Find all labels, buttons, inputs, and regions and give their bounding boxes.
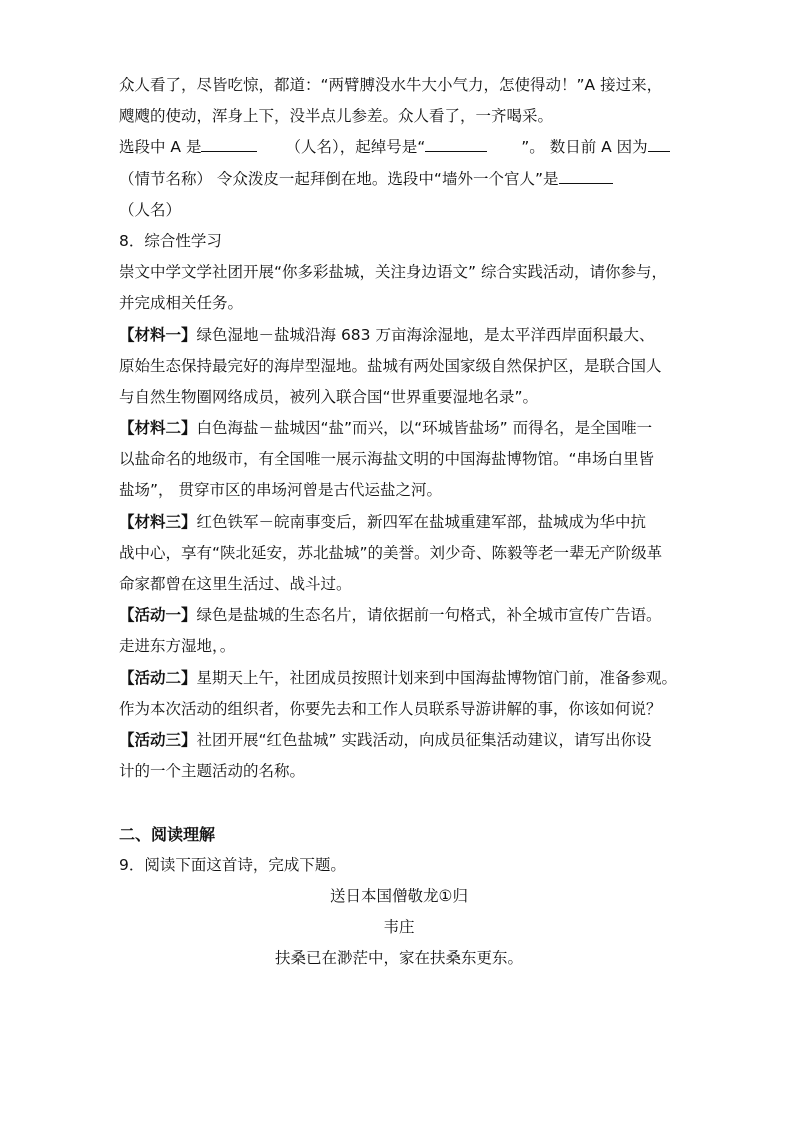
q7-text-b: （人名），起绰号是“ [285,138,426,157]
poem-author: 韦庄 [383,918,415,937]
q7-line-1 [119,132,679,163]
q9-prompt: 9．阅读下面这首诗，完成下题。 [119,855,346,874]
q7-text-d: （情节名称） 令众泼皮一起拜倒在地。选段中“墙外一个官人”是 [119,169,559,188]
material-3-text: 红色铁军－皖南事变后，新四军在盐城重建军部，盐城成为华中抗 [196,512,647,531]
answer-blank-episode[interactable] [648,133,670,152]
answer-blank-nickname[interactable] [425,133,487,152]
activity-1-line-1 [119,600,679,631]
material-1-label: 【材料一】 [119,325,197,344]
activity-3-line-2: 计的一个主题活动的名称。 [119,762,306,781]
material-2-line-2: 以盐命名的地级市，有全国唯一展示海盐文明的中国海盐博物馆。“串场白里皆 [119,450,655,469]
material-2-text: 白色海盐－盐城因“盐”而兴，以“环城皆盐场” 而得名，是全国唯一 [196,419,653,438]
material-3-line-3: 命家都曾在这里生活过、战斗过。 [119,575,352,593]
q7-text-a: 选段中 A 是 [119,138,202,157]
document-page [119,70,679,974]
answer-blank-official[interactable] [559,165,613,184]
material-2-line-3: 盐场”， 贯穿市区的串场河曾是古代运盐之河。 [119,481,442,500]
material-1-line-3: 与自然生物圈网络成员，被列入联合国“世界重要湿地名录”。 [119,387,539,406]
material-1-line-2: 原始生态保持最完好的海岸型湿地。盐城有两处国家级自然保护区，是联合国人 [119,356,662,375]
activity-3-line-1 [119,725,679,756]
activity-1-line-2: 走进东方湿地，。 [119,637,236,656]
passage-line-1: 众人看了，尽皆吃惊，都道：“两臂膊没水牛大小气力，怎使得动！”A 接过来， [119,76,663,94]
material-1-text: 绿色湿地－盐城沿海 683 万亩海涂湿地，是太平洋西岸面积最大、 [196,325,655,344]
poem-line-1: 扶桑已在渺茫中，家在扶桑东更东。 [274,949,523,968]
q7-line-2 [119,164,679,195]
material-1-line-1 [119,320,679,351]
material-3-line-2: 战中心，享有“陕北延安，苏北盐城”的美誉。刘少奇、陈毅等老一辈无产阶级革 [119,543,663,562]
activity-1-text: 绿色是盐城的生态名片，请依据前一句格式，补全城市宣传广告语。 [196,606,662,625]
activity-2-label: 【活动二】 [119,668,197,687]
material-2-line-1 [119,413,679,444]
q7-text-c: ”。 数日前 A 因为 [521,138,648,157]
passage-line-2: 飕飕的使动，浑身上下，没半点儿参差。众人看了，一齐喝采。 [119,107,554,126]
poem-title: 送日本国僧敬龙①归 [330,886,468,905]
section-spacer [119,787,679,818]
q8-title: 8．综合性学习 [119,231,222,250]
material-3-label: 【材料三】 [119,512,197,531]
material-3-line-1 [119,507,679,538]
section-heading: 二、阅读理解 [119,824,216,844]
q8-intro-1: 崇文中学文学社团开展“你多彩盐城，关注身边语文” 综合实践活动，请你参与， [119,263,667,282]
material-2-label: 【材料二】 [119,419,197,438]
answer-blank-name[interactable] [201,133,257,152]
activity-1-label: 【活动一】 [119,606,197,625]
q8-intro-2: 并完成相关任务。 [119,294,244,313]
activity-3-text: 社团开展“红色盐城” 实践活动，向成员征集活动建议，请写出你设 [196,730,652,749]
activity-3-label: 【活动三】 [119,730,197,749]
q7-line-3: （人名） [119,200,182,219]
activity-2-line-2: 作为本次活动的组织者，你要先去和工作人员联系导游讲解的事，你该如何说？ [119,699,662,718]
activity-2-line-1 [119,663,679,694]
activity-2-text: 星期天上午，社团成员按照计划来到中国海盐博物馆门前，准备参观。 [196,668,678,687]
